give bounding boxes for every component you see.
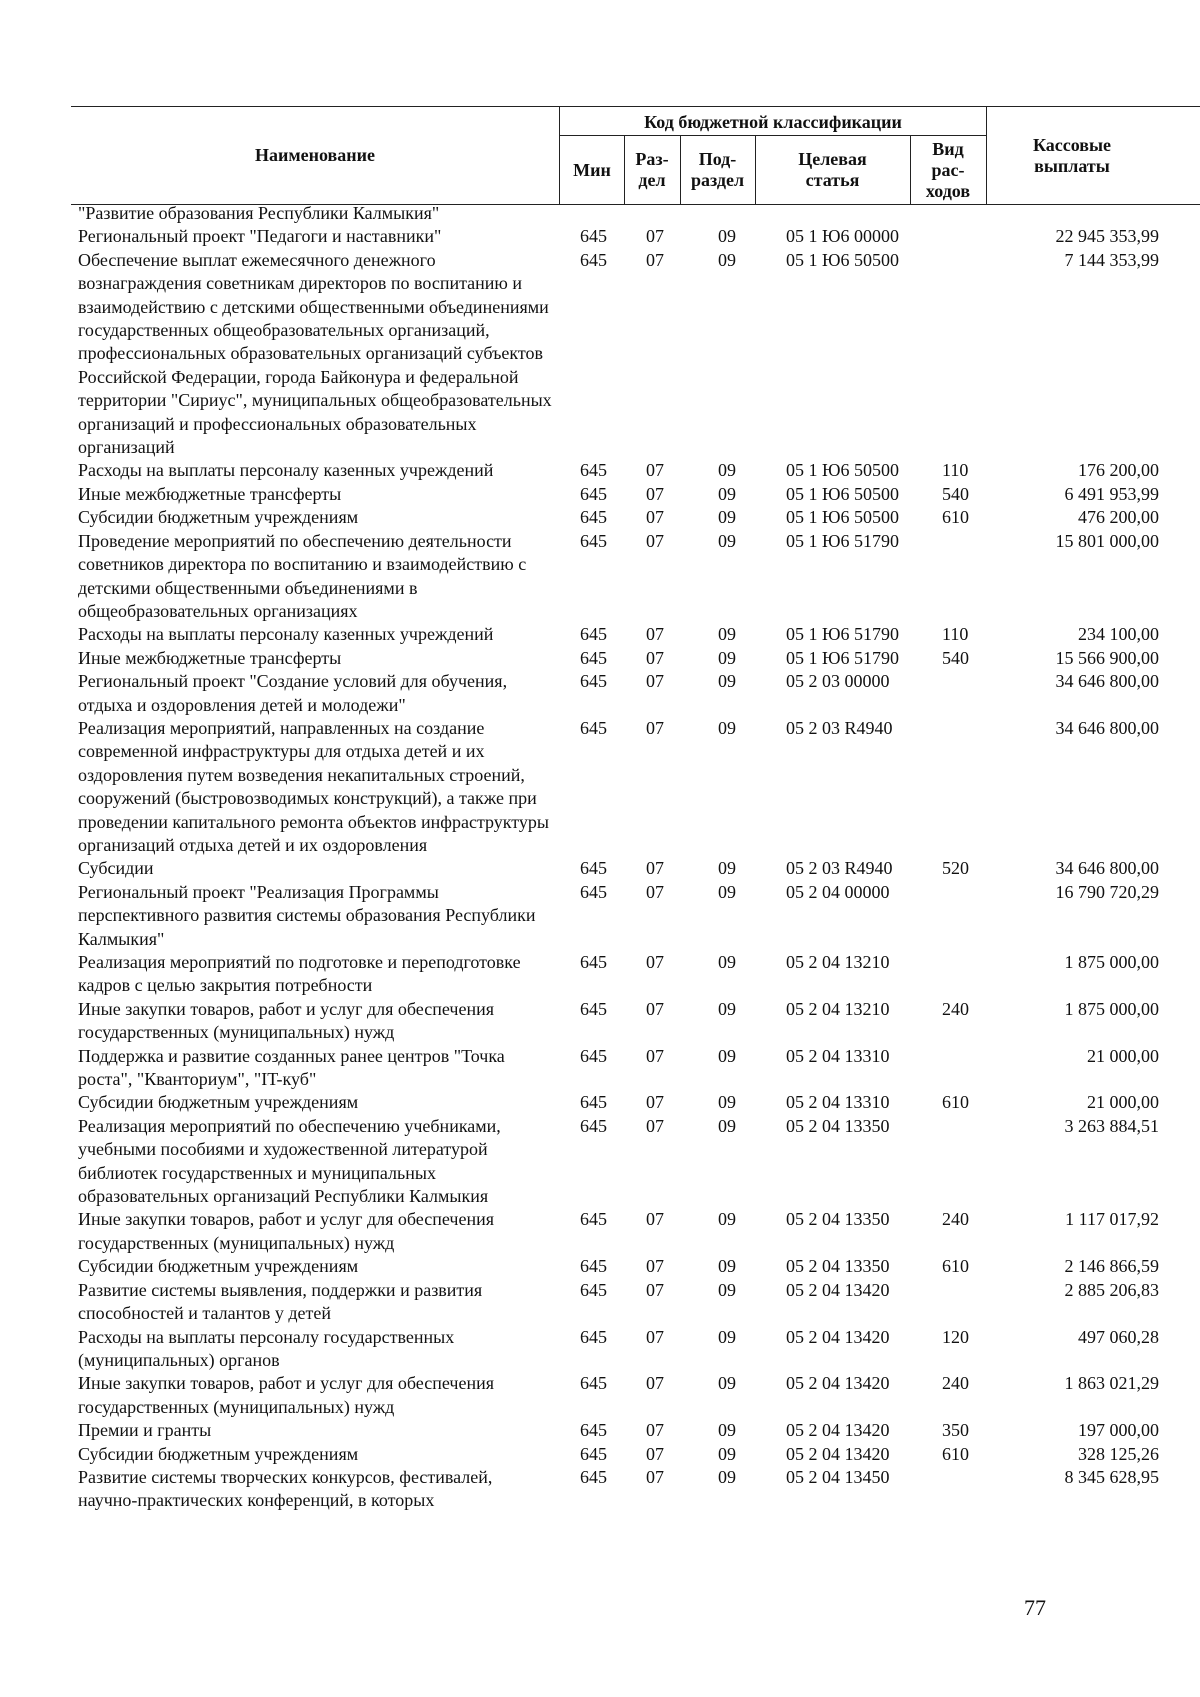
row-name: Развитие системы выявления, поддержки и развития способностей и талантов у детей [78, 1279, 483, 1324]
row-target-article: 05 1 Ю6 50500 [786, 483, 900, 504]
row-target-article: 05 1 Ю6 00000 [786, 226, 900, 247]
row-podrazdel: 09 [718, 647, 736, 668]
row-min: 645 [580, 1373, 607, 1394]
row-expense-type: 610 [942, 1092, 969, 1113]
row-min: 645 [580, 1256, 607, 1277]
row-name: Иные межбюджетные трансферты [78, 483, 342, 504]
header-kassovye: Кассовые выплаты [1032, 134, 1112, 176]
row-razdel: 07 [646, 952, 664, 972]
row-target-article: 05 2 03 R4940 [786, 717, 893, 738]
row-expense-type: 540 [942, 647, 969, 668]
row-name: Расходы на выплаты персоналу казенных учреждений [78, 460, 494, 481]
row-podrazdel: 09 [718, 460, 736, 481]
table-row [0, 951, 1200, 998]
row-name: Премии и гранты [78, 1420, 212, 1441]
row-razdel: 07 [646, 1045, 664, 1066]
row-amount: 176 200,00 [1078, 460, 1159, 481]
row-razdel: 07 [646, 507, 664, 528]
row-target-article: 05 1 Ю6 51790 [786, 530, 900, 551]
table-row [0, 225, 1200, 248]
row-amount: 7 144 353,99 [1064, 249, 1159, 270]
row-expense-type: 240 [942, 998, 969, 1019]
row-expense-type: 610 [942, 1256, 969, 1277]
row-target-article: 05 2 04 13350 [786, 1256, 890, 1277]
row-expense-type: 610 [942, 1443, 969, 1464]
row-name: Региональный проект "Реализация Программы перспективного развития системы образования Республики Калмыкия" [78, 881, 536, 949]
header-razdel: Раз- дел [635, 149, 669, 190]
row-amount: 328 125,26 [1078, 1443, 1159, 1464]
row-podrazdel: 09 [718, 1373, 736, 1394]
row-name: Субсидии [78, 858, 154, 879]
row-name: Субсидии бюджетным учреждениям [78, 1092, 359, 1113]
row-amount: 1 117 017,92 [1065, 1209, 1159, 1230]
row-target-article: 05 1 Ю6 50500 [786, 249, 900, 270]
row-amount: 15 801 000,00 [1055, 530, 1159, 551]
row-razdel: 07 [646, 647, 664, 668]
row-min: 645 [580, 249, 607, 270]
row-razdel: 07 [646, 1443, 664, 1464]
table-row [0, 506, 1200, 529]
table-row [0, 670, 1200, 717]
table-row [0, 1045, 1200, 1092]
header-vid: Вид рас- ходов [925, 138, 971, 201]
row-target-article: 05 2 03 R4940 [786, 858, 893, 879]
row-expense-type: 240 [942, 1373, 969, 1394]
row-razdel: 07 [646, 1466, 664, 1487]
row-target-article: 05 2 03 00000 [786, 671, 890, 692]
row-amount: 1 863 021,29 [1064, 1373, 1159, 1394]
table-row [0, 1443, 1200, 1466]
row-podrazdel: 09 [718, 1045, 736, 1066]
row-podrazdel: 09 [718, 226, 736, 247]
header-celevaya: Целевая статья [798, 149, 867, 190]
row-podrazdel: 09 [718, 1256, 736, 1277]
row-min: 645 [580, 647, 607, 668]
table-row [0, 1372, 1200, 1419]
table-header [71, 106, 1200, 205]
row-name: Иные закупки товаров, работ и услуг для обеспечения государственных (муниципальных) нужд [78, 1209, 494, 1253]
row-razdel: 07 [646, 1279, 664, 1300]
header-name: Наименование [255, 145, 375, 165]
row-min: 645 [580, 1279, 607, 1300]
row-podrazdel: 09 [718, 249, 736, 270]
table-row [0, 717, 1200, 857]
row-min: 645 [580, 1092, 607, 1113]
table-row [0, 1208, 1200, 1255]
row-expense-type: 610 [942, 507, 969, 528]
row-expense-type: 240 [942, 1209, 969, 1230]
table-row [0, 459, 1200, 482]
page-number: 77 [1024, 1595, 1046, 1620]
row-min: 645 [580, 1420, 607, 1441]
row-amount: 22 945 353,99 [1055, 226, 1159, 247]
row-min: 645 [580, 530, 607, 551]
row-razdel: 07 [646, 530, 664, 551]
row-razdel: 07 [646, 624, 664, 645]
table-row [0, 647, 1200, 670]
row-amount: 15 566 900,00 [1055, 647, 1159, 668]
table-row [0, 881, 1200, 951]
row-min: 645 [580, 858, 607, 879]
row-min: 645 [580, 1466, 607, 1487]
row-podrazdel: 09 [718, 881, 736, 902]
row-razdel: 07 [646, 1326, 664, 1347]
row-podrazdel: 09 [718, 858, 736, 879]
table-row [0, 1279, 1200, 1326]
row-expense-type: 110 [942, 624, 969, 645]
row-min: 645 [580, 624, 607, 645]
row-podrazdel: 09 [718, 1466, 736, 1487]
row-podrazdel: 09 [718, 507, 736, 528]
row-razdel: 07 [646, 671, 664, 692]
row-name: Реализация мероприятий по обеспечению учебниками, учебными пособиями и художественной литературой библиотек государственных и муниципальных образовательных организаций Республики Калмыкия [78, 1115, 501, 1207]
row-target-article: 05 2 04 13420 [786, 1279, 890, 1300]
row-amount: 21 000,00 [1087, 1092, 1159, 1113]
table-row [0, 202, 1200, 225]
row-razdel: 07 [646, 1092, 664, 1113]
row-razdel: 07 [646, 858, 664, 879]
row-podrazdel: 09 [718, 717, 736, 738]
row-razdel: 07 [646, 1420, 664, 1441]
row-name: Реализация мероприятий, направленных на создание современной инфраструктуры для отдыха детей и их оздоровления путем возведения некапитальных строений, сооружений (быстровозводимых конструкций), а также при проведении капитального ремонта объектов инфраструктуры организаций отдыха детей и их оздоровления [78, 717, 550, 855]
row-name: "Развитие образования Республики Калмыкия" [78, 203, 440, 223]
row-amount: 34 646 800,00 [1055, 717, 1159, 738]
row-razdel: 07 [646, 1256, 664, 1277]
row-target-article: 05 1 Ю6 51790 [786, 647, 900, 668]
row-amount: 1 875 000,00 [1064, 952, 1159, 972]
header-podrazdel: Под- раздел [690, 149, 745, 190]
row-target-article: 05 2 04 13310 [786, 1045, 890, 1066]
row-name: Иные межбюджетные трансферты [78, 647, 342, 668]
row-min: 645 [580, 1326, 607, 1347]
row-podrazdel: 09 [718, 952, 736, 972]
row-expense-type: 110 [942, 460, 969, 481]
row-name: Субсидии бюджетным учреждениям [78, 1256, 359, 1277]
row-razdel: 07 [646, 717, 664, 738]
row-min: 645 [580, 226, 607, 247]
row-amount: 234 100,00 [1078, 624, 1159, 645]
row-min: 645 [580, 881, 607, 902]
row-min: 645 [580, 998, 607, 1019]
row-expense-type: 350 [942, 1420, 969, 1441]
row-target-article: 05 2 04 13310 [786, 1092, 890, 1113]
row-target-article: 05 1 Ю6 50500 [786, 507, 900, 528]
row-min: 645 [580, 671, 607, 692]
row-razdel: 07 [646, 249, 664, 270]
header-min: Мин [573, 159, 611, 180]
row-amount: 1 875 000,00 [1064, 998, 1159, 1019]
row-name: Региональный проект "Педагоги и наставники" [78, 226, 442, 247]
table-row [0, 1326, 1200, 1373]
row-razdel: 07 [646, 1209, 664, 1230]
row-target-article: 05 2 04 13210 [786, 952, 890, 972]
row-razdel: 07 [646, 881, 664, 902]
row-target-article: 05 2 04 13350 [786, 1115, 890, 1136]
row-name: Поддержка и развитие созданных ранее центров "Точка роста", "Кванториум", "IT-куб" [78, 1045, 505, 1090]
row-razdel: 07 [646, 1373, 664, 1394]
row-amount: 6 491 953,99 [1064, 483, 1159, 504]
row-name: Расходы на выплаты персоналу государственных (муниципальных) органов [78, 1326, 455, 1370]
row-amount: 3 263 884,51 [1064, 1115, 1159, 1136]
row-amount: 34 646 800,00 [1055, 671, 1159, 692]
table-body [0, 202, 1200, 1513]
row-name: Иные закупки товаров, работ и услуг для обеспечения государственных (муниципальных) нужд [78, 1373, 494, 1417]
row-name: Развитие системы творческих конкурсов, фестивалей, научно-практических конференций, в которых [78, 1466, 493, 1511]
table-row [0, 857, 1200, 880]
row-target-article: 05 2 04 13350 [786, 1209, 890, 1230]
row-amount: 34 646 800,00 [1055, 858, 1159, 879]
table-row [0, 623, 1200, 646]
table-row [0, 998, 1200, 1045]
row-name: Региональный проект "Создание условий для обучения, отдыха и оздоровления детей и молодежи" [78, 671, 508, 715]
row-razdel: 07 [646, 998, 664, 1019]
row-target-article: 05 1 Ю6 51790 [786, 624, 900, 645]
row-amount: 2 146 866,59 [1064, 1256, 1159, 1277]
row-target-article: 05 1 Ю6 50500 [786, 460, 900, 481]
row-amount: 197 000,00 [1078, 1420, 1159, 1441]
row-podrazdel: 09 [718, 1420, 736, 1441]
row-name: Расходы на выплаты персоналу казенных учреждений [78, 624, 494, 645]
row-amount: 21 000,00 [1087, 1045, 1159, 1066]
row-podrazdel: 09 [718, 530, 736, 551]
row-razdel: 07 [646, 483, 664, 504]
row-podrazdel: 09 [718, 1443, 736, 1464]
header-code-group: Код бюджетной классификации [644, 111, 902, 132]
table-row [0, 1419, 1200, 1442]
row-name: Субсидии бюджетным учреждениям [78, 1443, 359, 1464]
table-row [0, 1255, 1200, 1278]
table-row [0, 249, 1200, 460]
row-amount: 476 200,00 [1078, 507, 1159, 528]
row-min: 645 [580, 1115, 607, 1136]
table-row [0, 1466, 1200, 1513]
row-expense-type: 540 [942, 483, 969, 504]
row-podrazdel: 09 [718, 1209, 736, 1230]
row-name: Реализация мероприятий по подготовке и переподготовке кадров с целью закрытия потребности [78, 952, 521, 996]
row-podrazdel: 09 [718, 483, 736, 504]
row-podrazdel: 09 [718, 624, 736, 645]
row-podrazdel: 09 [718, 1115, 736, 1136]
row-min: 645 [580, 483, 607, 504]
table-row [0, 1115, 1200, 1209]
row-min: 645 [580, 1209, 607, 1230]
row-podrazdel: 09 [718, 1279, 736, 1300]
row-amount: 497 060,28 [1078, 1326, 1159, 1347]
table-row [0, 1091, 1200, 1114]
row-target-article: 05 2 04 13210 [786, 998, 890, 1019]
row-min: 645 [580, 717, 607, 738]
row-amount: 8 345 628,95 [1064, 1466, 1159, 1487]
row-min: 645 [580, 507, 607, 528]
row-min: 645 [580, 952, 607, 972]
row-name: Иные закупки товаров, работ и услуг для обеспечения государственных (муниципальных) нужд [78, 998, 494, 1043]
row-amount: 2 885 206,83 [1064, 1279, 1159, 1300]
row-target-article: 05 2 04 00000 [786, 881, 890, 902]
row-min: 645 [580, 460, 607, 481]
row-razdel: 07 [646, 226, 664, 247]
row-name: Субсидии бюджетным учреждениям [78, 507, 359, 528]
row-razdel: 07 [646, 1115, 664, 1136]
row-expense-type: 120 [942, 1326, 969, 1347]
row-target-article: 05 2 04 13450 [786, 1466, 890, 1487]
row-podrazdel: 09 [718, 1092, 736, 1113]
row-min: 645 [580, 1045, 607, 1066]
row-target-article: 05 2 04 13420 [786, 1373, 890, 1394]
row-name: Проведение мероприятий по обеспечению деятельности советников директора по воспитанию и взаимодействию с детскими общественными объединениями в общеобразовательных организациях [78, 530, 527, 621]
row-razdel: 07 [646, 460, 664, 481]
row-podrazdel: 09 [718, 671, 736, 692]
table-row [0, 483, 1200, 506]
row-expense-type: 520 [942, 858, 969, 879]
row-target-article: 05 2 04 13420 [786, 1420, 890, 1441]
row-podrazdel: 09 [718, 998, 736, 1019]
row-target-article: 05 2 04 13420 [786, 1326, 890, 1347]
row-target-article: 05 2 04 13420 [786, 1443, 890, 1464]
table-row [0, 530, 1200, 624]
row-amount: 16 790 720,29 [1055, 881, 1159, 902]
row-name: Обеспечение выплат ежемесячного денежного вознаграждения советникам директоров по воспитанию и взаимодействию с детскими общественными объединениями государственных общеобразовательных организаций, профессиональных образовательных организаций субъектов Российской Федерации, города Байконура и федеральной территории "Сириус", муниципальных общеобразовательных организаций и профессиональных образовательных организаций [78, 249, 552, 458]
row-podrazdel: 09 [718, 1326, 736, 1347]
row-min: 645 [580, 1443, 607, 1464]
